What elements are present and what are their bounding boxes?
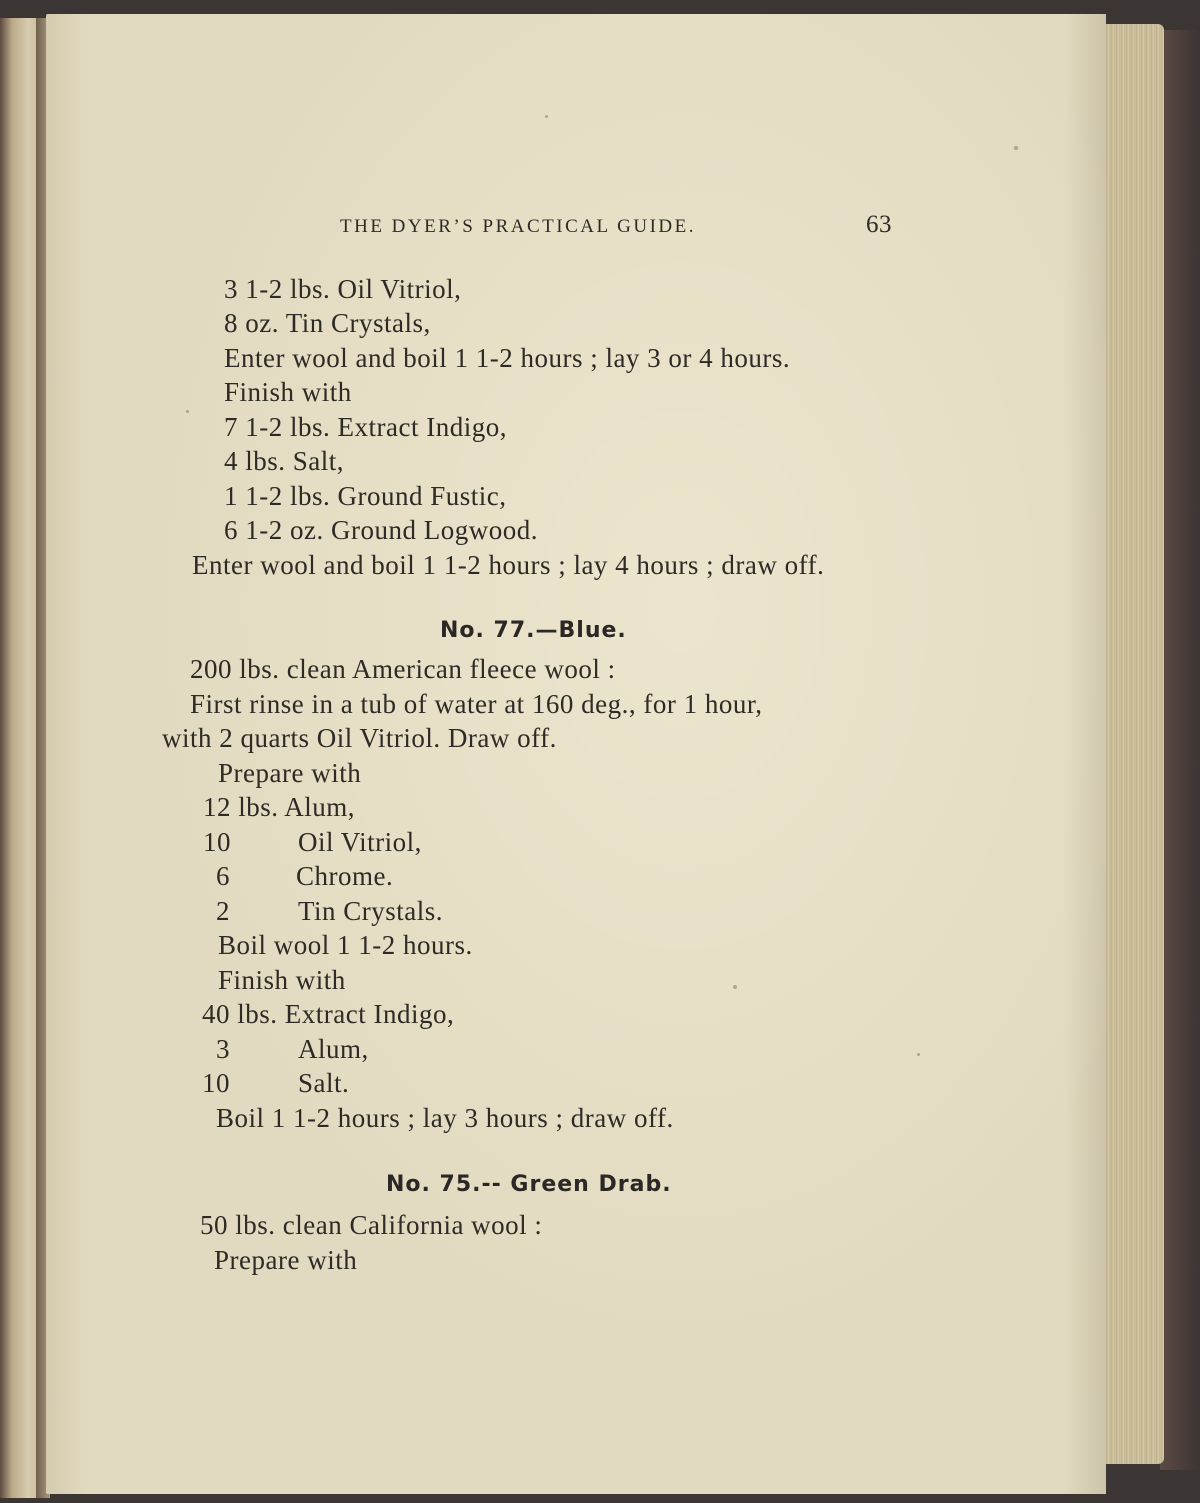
recipe-heading: No. 75.-- Green Drab. bbox=[386, 1172, 672, 1197]
text-line: 7 1-2 lbs. Extract Indigo, bbox=[224, 412, 507, 442]
text-line: Prepare with bbox=[218, 758, 362, 788]
text-line: 3 1-2 lbs. Oil Vitriol, bbox=[224, 274, 462, 304]
text-line: 40 lbs. Extract Indigo, bbox=[202, 999, 455, 1029]
foxing-spot bbox=[186, 410, 189, 413]
foxing-spot bbox=[545, 115, 548, 118]
text-line: Boil wool 1 1-2 hours. bbox=[218, 930, 473, 960]
text-line: Finish with bbox=[218, 965, 346, 995]
page-number: 63 bbox=[866, 211, 892, 238]
foxing-spot bbox=[917, 1053, 920, 1056]
foxing-spot bbox=[733, 985, 737, 989]
text-line: 4 lbs. Salt, bbox=[224, 446, 345, 476]
ingredient: Oil Vitriol, bbox=[298, 827, 422, 857]
text-line: Finish with bbox=[224, 377, 352, 407]
text-line: Boil 1 1-2 hours ; lay 3 hours ; draw off. bbox=[216, 1103, 674, 1133]
quantity: 10 bbox=[202, 1068, 230, 1098]
text-line: 200 lbs. clean American fleece wool : bbox=[190, 654, 616, 684]
ingredient: Chrome. bbox=[296, 861, 394, 891]
text-line: First rinse in a tub of water at 160 deg., for 1 hour, bbox=[190, 689, 763, 719]
text-line: 12 lbs. Alum, bbox=[203, 792, 356, 822]
ingredient: Salt. bbox=[298, 1068, 350, 1098]
text-line: 8 oz. Tin Crystals, bbox=[224, 308, 431, 338]
ingredient: Alum, bbox=[298, 1034, 369, 1064]
cover-edge bbox=[1160, 30, 1200, 1470]
quantity: 6 bbox=[216, 861, 230, 891]
quantity: 3 bbox=[216, 1034, 230, 1064]
ingredient: Tin Crystals. bbox=[298, 896, 444, 926]
text-line: 6 1-2 oz. Ground Logwood. bbox=[224, 515, 538, 545]
text-line: Prepare with bbox=[214, 1245, 358, 1275]
previous-page-edge bbox=[0, 18, 40, 1498]
recipe-heading: No. 77.—Blue. bbox=[440, 618, 627, 643]
text-line: with 2 quarts Oil Vitriol. Draw off. bbox=[162, 723, 557, 753]
text-line: Enter wool and boil 1 1-2 hours ; lay 3 or 4 hours. bbox=[224, 343, 791, 373]
running-head: THE DYER’S PRACTICAL GUIDE. bbox=[340, 216, 697, 237]
page-edges bbox=[1100, 24, 1164, 1464]
text-line: 50 lbs. clean California wool : bbox=[200, 1210, 543, 1240]
quantity: 2 bbox=[216, 896, 230, 926]
text-line: Enter wool and boil 1 1-2 hours ; lay 4 hours ; draw off. bbox=[192, 550, 825, 580]
quantity: 10 bbox=[203, 827, 231, 857]
text-line: 1 1-2 lbs. Ground Fustic, bbox=[224, 481, 507, 511]
foxing-spot bbox=[1014, 146, 1018, 150]
